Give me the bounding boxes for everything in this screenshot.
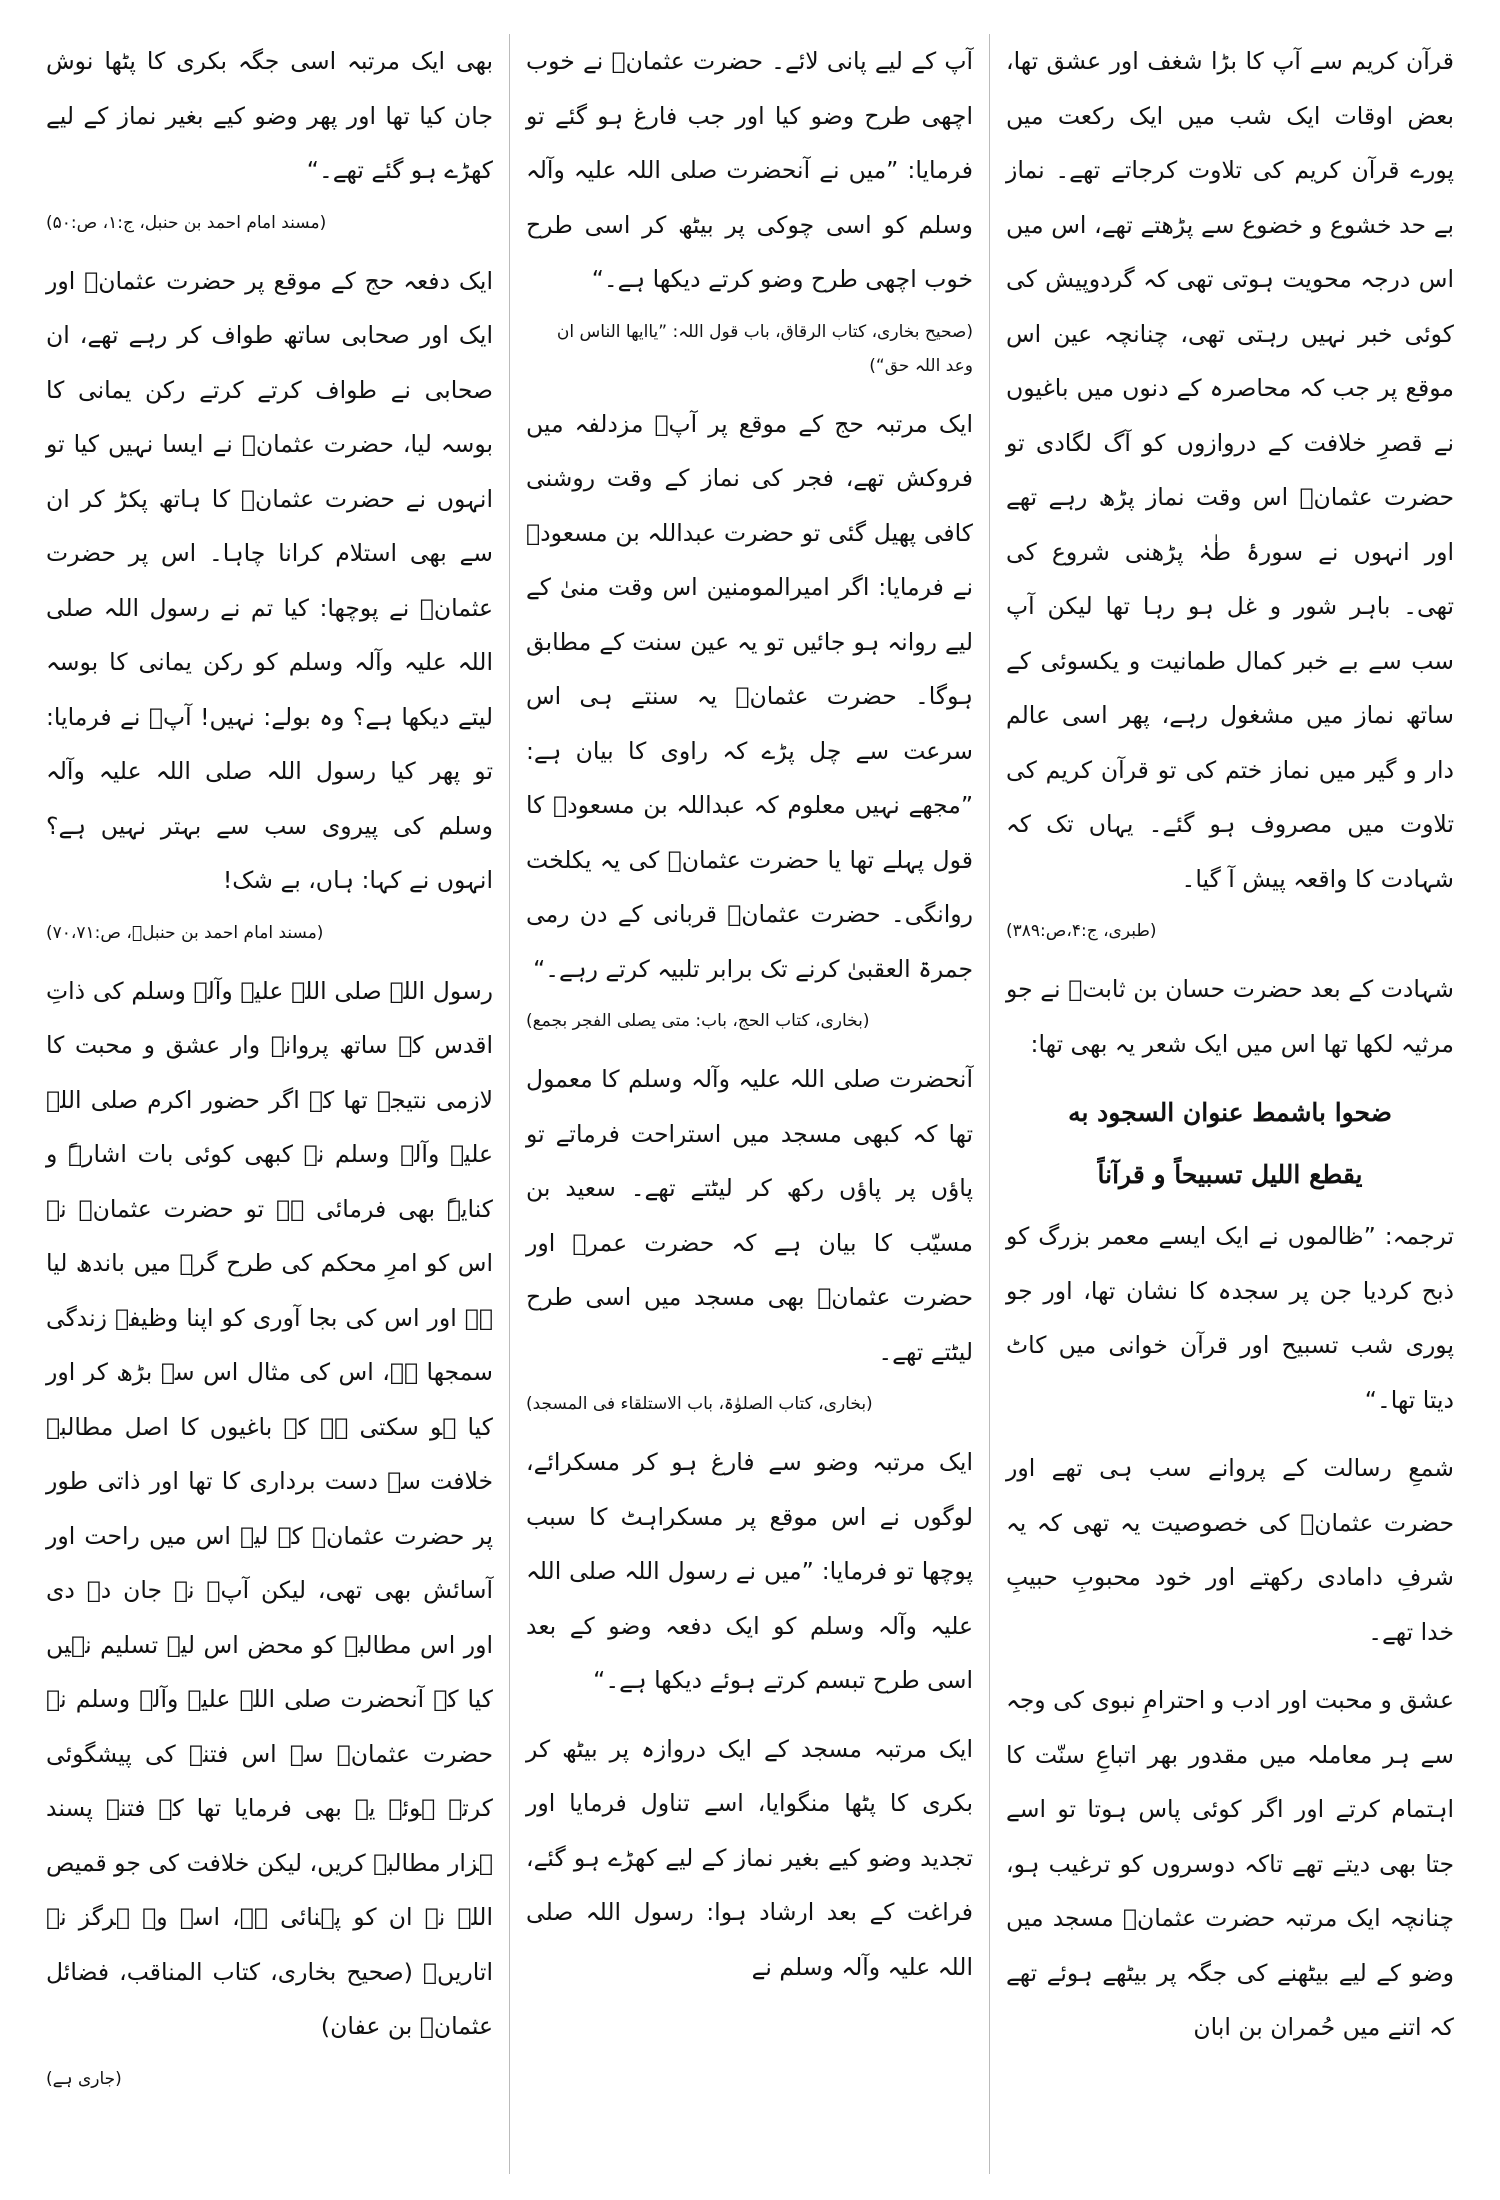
continued-note: (جاری ہے): [46, 2068, 122, 2089]
paragraph: ایک مرتبہ مسجد کے ایک دروازہ پر بیٹھ کر بکری کا پٹھا منگوایا، اسے تناول فرمایا اور تجدید وضو کیے بغیر نماز کے لیے کھڑے ہو گئے، فراغت کے بعد ارشاد ہوا: رسول اللہ صلی اللہ علیہ وآلہ وسلم نے: [526, 1734, 973, 1981]
paragraph: ایک مرتبہ حج کے موقع پر آپؓ مزدلفہ میں فروکش تھے، فجر کی نماز کے وقت روشنی کافی پھیل گئی تو حضرت عبداللہ بن مسعودؓ نے فرمایا: اگر امیرالمومنین اس وقت منیٰ کے لیے روانہ ہو جائیں تو یہ عین سنت کے مطابق ہوگا۔ حضرت عثمانؓ یہ سنتے ہی اس سرعت سے چل پڑے کہ راوی کا بیان ہے: ”مجھے نہیں معلوم کہ عبداللہ بن مسعودؓ کا قول پہلے تھا یا حضرت عثمانؓ کی یہ یکلخت روانگی۔ حضرت عثمانؓ قربانی کے دن رمی جمرۃ العقبیٰ کرنے تک برابر تلبیہ کرتے رہے۔“: [526, 409, 973, 983]
arabic-verse: ضحوا باشمط عنوان السجود به: [1068, 1098, 1392, 1127]
paragraph: قرآن کریم سے آپ کا بڑا شغف اور عشق تھا، بعض اوقات ایک شب میں ایک رکعت میں پورے قرآن کریم کی تلاوت کرجاتے تھے۔ نماز بے حد خشوع و خضوع سے پڑھتے تھے، اس میں اس درجہ محویت ہوتی تھی کہ گردوپیش کی کوئی خبر نہیں رہتی تھی، چنانچہ عین اس موقع پر جب کہ محاصرہ کے دنوں میں باغیوں نے قصرِ خلافت کے دروازوں کو آگ لگادی تو حضرت عثمانؓ اس وقت نماز پڑھ رہے تھے اور انہوں نے سورۂ طٰہٰ پڑھنی شروع کی تھی۔ باہر شور و غل ہو رہا تھا لیکن آپ سب سے بے خبر کمال طمانیت و یکسوئی کے ساتھ نماز میں مشغول رہے، پھر اسی عالم دار و گیر میں نماز ختم کی تو قرآن کریم کی تلاوت میں مصروف ہو گئے۔ یہاں تک کہ شہادت کا واقعہ پیش آ گیا۔: [1006, 47, 1454, 893]
paragraph: رسول اللہ صلی اللہ علیہ وآلہ وسلم کی ذاتِ اقدس کے ساتھ پروانہ وار عشق و محبت کا لازمی نتیجہ تھا کہ اگر حضور اکرم صلی اللہ علیہ وآلہ وسلم نے کبھی کوئی بات اشارۃً و کنایۃً بھی فرمائی ہے تو حضرت عثمانؓ نے اس کو امرِ محکم کی طرح گرہ میں باندھ لیا ہے اور اس کی بجا آوری کو اپنا وظیفۂ زندگی سمجھا ہے، اس کی مثال اس سے بڑھ کر اور کیا ہو سکتی ہے کہ باغیوں کا اصل مطالبہ خلافت سے دست برداری کا تھا اور ذاتی طور پر حضرت عثمانؓ کے لیے اس میں راحت اور آسائش بھی تھی، لیکن آپؓ نے جان دے دی اور اس مطالبہ کو محض اس لیے تسلیم نہیں کیا کہ آنحضرت صلی اللہ علیہ وآلہ وسلم نے حضرت عثمانؓ سے اس فتنے کی پیشگوئی کرتے ہوئے یہ بھی فرمایا تھا کہ فتنہ پسند ہزار مطالبہ کریں، لیکن خلافت کی جو قمیص اللہ نے ان کو پہنائی ہے، اسے وہ ہرگز نہ اتاریں۔ (صحیح بخاری، کتاب المناقب، فضائل عثمانؓ بن عفان): [46, 976, 493, 2040]
paragraph: شمعِ رسالت کے پروانے سب ہی تھے اور حضرت عثمانؓ کی خصوصیت یہ تھی کہ یہ شرفِ دامادی رکھتے اور خود محبوبِ حبیبِ خدا تھے۔: [1006, 1454, 1454, 1646]
reference: (مسند امام احمد بن حنبلؒ، ص:۷۰،۷۱): [46, 922, 324, 943]
paragraph: ایک مرتبہ وضو سے فارغ ہو کر مسکرائے، لوگوں نے اس موقع پر مسکراہٹ کا سبب پوچھا تو فرمایا: ”میں نے رسول اللہ صلی اللہ علیہ وآلہ وسلم کو ایک دفعہ وضو کے بعد اسی طرح تبسم کرتے ہوئے دیکھا ہے۔“: [526, 1448, 973, 1694]
paragraph: عشق و محبت اور ادب و احترامِ نبوی کی وجہ سے ہر معاملہ میں مقدور بھر اتباعِ سنّت کا اہتمام کرتے اور اگر کوئی پاس ہوتا تو اسے جتا بھی دیتے تھے تاکہ دوسروں کو ترغیب ہو، چنانچہ ایک مرتبہ حضرت عثمانؓ مسجد میں وضو کے لیے بیٹھنے کی جگہ پر بیٹھے ہوئے تھے کہ اتنے میں حُمران بن ابان: [1006, 1686, 1454, 2041]
arabic-verse: يقطع الليل تسبيحاً و قرآناً: [1097, 1160, 1363, 1189]
paragraph: آپ کے لیے پانی لائے۔ حضرت عثمانؓ نے خوب اچھی طرح وضو کیا اور جب فارغ ہو گئے تو فرمایا: ”میں نے آنحضرت صلی اللہ علیہ وآلہ وسلم کو اسی چوکی پر بیٹھ کر اسی طرح خوب اچھی طرح وضو کرتے دیکھا ہے۔“: [526, 47, 973, 293]
paragraph: آنحضرت صلی اللہ علیہ وآلہ وسلم کا معمول تھا کہ کبھی مسجد میں استراحت فرماتے تو پاؤں پر پاؤں رکھ کر لیٹتے تھے۔ سعید بن مسیّب کا بیان ہے کہ حضرت عمرؓ اور حضرت عثمانؓ بھی مسجد میں اسی طرح لیٹتے تھے۔: [526, 1065, 973, 1366]
column-left: [30, 34, 510, 2174]
reference: (صحیح بخاری، کتاب الرقاق، باب قول اللہ: ”یاایھا الناس ان وعد اللہ حق“): [556, 321, 973, 376]
paragraph: شہادت کے بعد حضرت حسان بن ثابتؓ نے جو مرثیہ لکھا تھا اس میں ایک شعر یہ بھی تھا:: [1006, 975, 1454, 1058]
reference: (بخاری، کتاب الحج، باب: متی یصلی الفجر بجمع): [526, 1011, 870, 1031]
column-right: [990, 34, 1470, 2174]
reference: (طبری، ج:۴،ص:۳۸۹): [1006, 921, 1157, 941]
paragraph: ترجمہ: ”ظالموں نے ایک ایسے معمر بزرگ کو ذبح کردیا جن پر سجدہ کا نشان تھا، اور جو پوری شب تسبیح اور قرآن خوانی میں کاٹ دیتا تھا۔“: [1006, 1222, 1454, 1414]
reference: (بخاری، کتاب الصلوٰۃ، باب الاستلقاء فی المسجد): [526, 1394, 873, 1414]
paragraph: ایک دفعہ حج کے موقع پر حضرت عثمانؓ اور ایک اور صحابی ساتھ طواف کر رہے تھے، ان صحابی نے طواف کرتے کرتے رکن یمانی کا بوسہ لیا، حضرت عثمانؓ نے ایسا نہیں کیا تو انہوں نے حضرت عثمانؓ کا ہاتھ پکڑ کر ان سے بھی استلام کرانا چاہا۔ اس پر حضرت عثمانؓ نے پوچھا: کیا تم نے رسول اللہ صلی اللہ علیہ وآلہ وسلم کو رکن یمانی کا بوسہ لیتے دیکھا ہے؟ وہ بولے: نہیں! آپؓ نے فرمایا: تو پھر کیا رسول اللہ صلی اللہ علیہ وآلہ وسلم کی پیروی سب سے بہتر نہیں ہے؟ انہوں نے کہا: ہاں، بے شک!: [46, 266, 493, 894]
reference: (مسند امام احمد بن حنبل، ج:۱، ص:۵۰): [46, 212, 327, 233]
paragraph: بھی ایک مرتبہ اسی جگہ بکری کا پٹھا نوش جان کیا تھا اور پھر وضو کیے بغیر نماز کے لیے کھڑے ہو گئے تھے۔“: [46, 47, 493, 184]
column-middle: [510, 34, 990, 2174]
